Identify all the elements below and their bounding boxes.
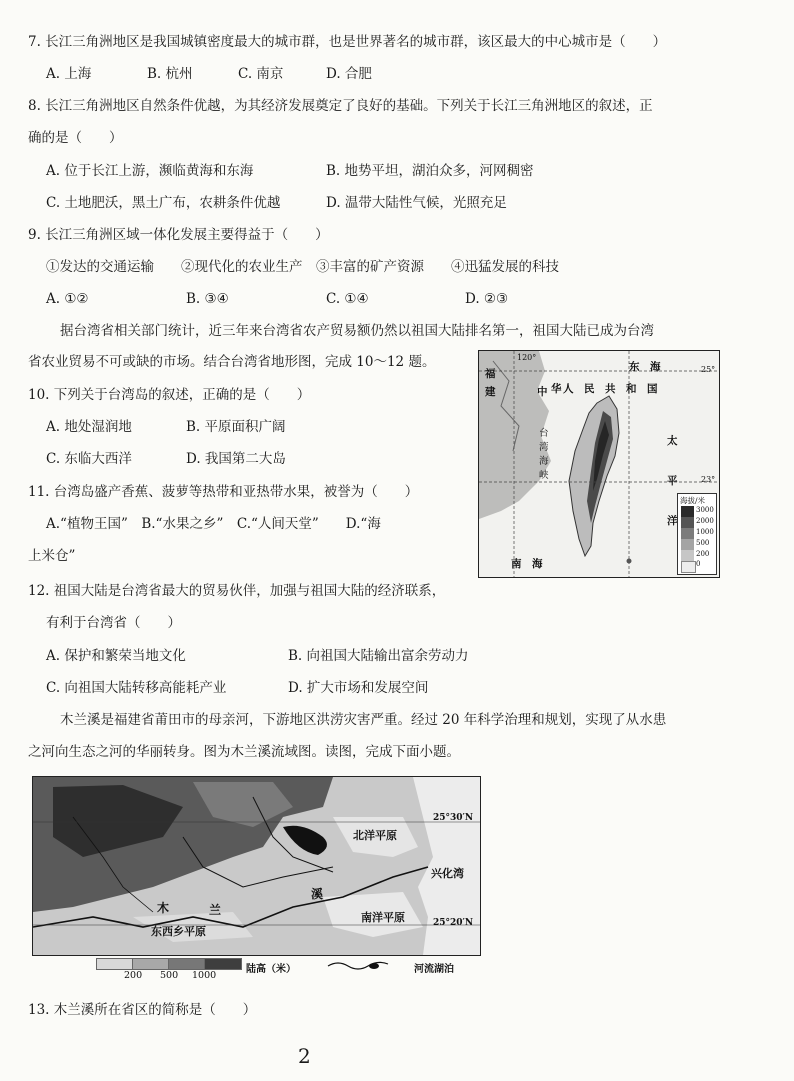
q9-option-d: D. ②③ [465,291,509,307]
q13-stem: 13. 木兰溪所在省区的简称是（ ） [28,1002,257,1018]
map-label-hua: 华 [551,383,562,395]
map-label-east-west-plain: 东西乡平原 [151,925,206,938]
q12-stem-line2: 有利于台湾省（ ） [46,615,181,631]
q8-option-c: C. 土地肥沃，黑土广布，农耕条件优越 [46,195,281,211]
map-label-north-plain: 北洋平原 [353,829,397,842]
q12-option-b: B. 向祖国大陆输出富余劳动力 [288,648,469,664]
q11-options: A.“植物王国” B.“水果之乡” C.“人间天堂” D.“海 [46,516,381,532]
legend-value-0: 0 [696,560,701,568]
map-label-lat-25: 25° [701,365,716,374]
map-label-lat-23: 23° [701,475,716,484]
map-label-south-plain: 南洋平原 [361,911,405,924]
q10-option-d: D. 我国第二大岛 [186,451,286,467]
q12-option-c: C. 向祖国大陆转移高能耗产业 [46,680,227,696]
taiwan-intro-line1: 据台湾省相关部门统计，近三年来台湾省农产贸易额仍然以祖国大陆排名第一，祖国大陆已成为台湾 [60,323,654,339]
q11-options-line2: 上米仓” [28,548,76,564]
q10-option-c: C. 东临大西洋 [46,451,132,467]
map-label-lon-120: 120° [517,353,537,362]
map-label-mu: 木 [157,901,170,915]
map-label-south-sea: 南 海 [511,558,543,570]
mulanxi-legend [96,958,476,982]
q7-option-c: C. 南京 [238,66,284,82]
q12-option-d: D. 扩大市场和发展空间 [288,680,429,696]
q7-option-d: D. 合肥 [326,66,372,82]
q10-stem: 10. 下列关于台湾岛的叙述，正确的是（ ） [28,387,311,403]
mulanxi-intro-line1: 木兰溪是福建省莆田市的母亲河，下游地区洪涝灾害严重。经过 20 年科学治理和规划，实现了从水患 [60,712,667,728]
map-label-fujian: 福 建 [485,368,496,398]
q8-option-a: A. 位于长江上游，濒临黄海和东海 [46,163,254,179]
q8-option-b: B. 地势平坦，湖泊众多，河网稠密 [326,163,534,179]
q9-option-a: A. ①② [46,291,89,307]
legend-value-200: 200 [696,550,710,558]
taiwan-map-legend [677,493,717,575]
q8-stem-line1: 8. 长江三角洲地区自然条件优越，为其经济发展奠定了良好的基础。下列关于长江三角洲地区的叙述，正 [28,98,653,114]
legend-value-500: 500 [696,539,710,547]
map-label-lan: 兰 [209,903,222,917]
q9-stem: 9. 长江三角洲区域一体化发展主要得益于（ ） [28,227,329,243]
mulanxi-intro-line2: 之河向生态之河的华丽转身。图为木兰溪流域图。读图，完成下面小题。 [28,744,460,760]
q7-option-a: A. 上海 [46,66,92,82]
q8-option-d: D. 温带大陆性气候，光照充足 [326,195,507,211]
q10-option-b: B. 平原面积广阔 [186,419,286,435]
q8-stem-line2: 确的是（ ） [28,130,123,146]
q10-option-a: A. 地处湿润地 [46,419,132,435]
map-label-lat-2530: 25°30′N [433,813,474,823]
legend-tick-500: 500 [160,970,179,981]
legend-tick-200: 200 [124,970,143,981]
map-label-prc: 人 民 共 和 国 [563,383,658,395]
map-label-east-sea: 东 海 [629,361,661,373]
river-legend-icon [326,958,396,972]
legend-tick-1000: 1000 [192,970,217,981]
q9-option-b: B. ③④ [186,291,229,307]
map-label-pacific: 太 平 洋 [667,435,678,527]
q9-option-c: C. ①④ [326,291,369,307]
q7-stem: 7. 长江三角洲地区是我国城镇密度最大的城市群，也是世界著名的城市群，该区最大的中心城市是（ ） [28,34,667,50]
legend-value-2000: 2000 [696,517,714,525]
legend-value-1000: 1000 [696,528,714,536]
legend-elevation-label: 陆高（米） [246,964,296,975]
taiwan-intro-line2: 省农业贸易不可或缺的市场。结合台湾省地形图，完成 10～12 题。 [28,354,436,370]
map-label-xinghua-bay: 兴化湾 [431,867,464,880]
q12-option-a: A. 保护和繁荣当地文化 [46,648,186,664]
legend-river-label: 河流湖泊 [414,964,454,975]
q12-stem-line1: 12. 祖国大陆是台湾省最大的贸易伙伴，加强与祖国大陆的经济联系， [28,583,446,599]
q7-option-b: B. 杭州 [147,66,193,82]
map-label-zhong: 中 [537,386,548,398]
legend-title: 海拔/米 [680,496,706,505]
legend-value-3000: 3000 [696,506,714,514]
page-number: 2 [298,1044,311,1068]
map-label-taiwan-strait: 台 湾 海 峡 [539,428,549,481]
map-label-xi: 溪 [311,887,324,901]
taiwan-terrain-map [478,350,720,578]
mulanxi-basin-map [32,776,481,956]
q11-stem: 11. 台湾岛盛产香蕉、菠萝等热带和亚热带水果，被誉为（ ） [28,484,419,500]
q9-items: ①发达的交通运输 ②现代化的农业生产 ③丰富的矿产资源 ④迅猛发展的科技 [46,259,559,275]
mulanxi-map-svg [33,777,480,955]
map-label-lat-2520: 25°20′N [433,918,474,928]
